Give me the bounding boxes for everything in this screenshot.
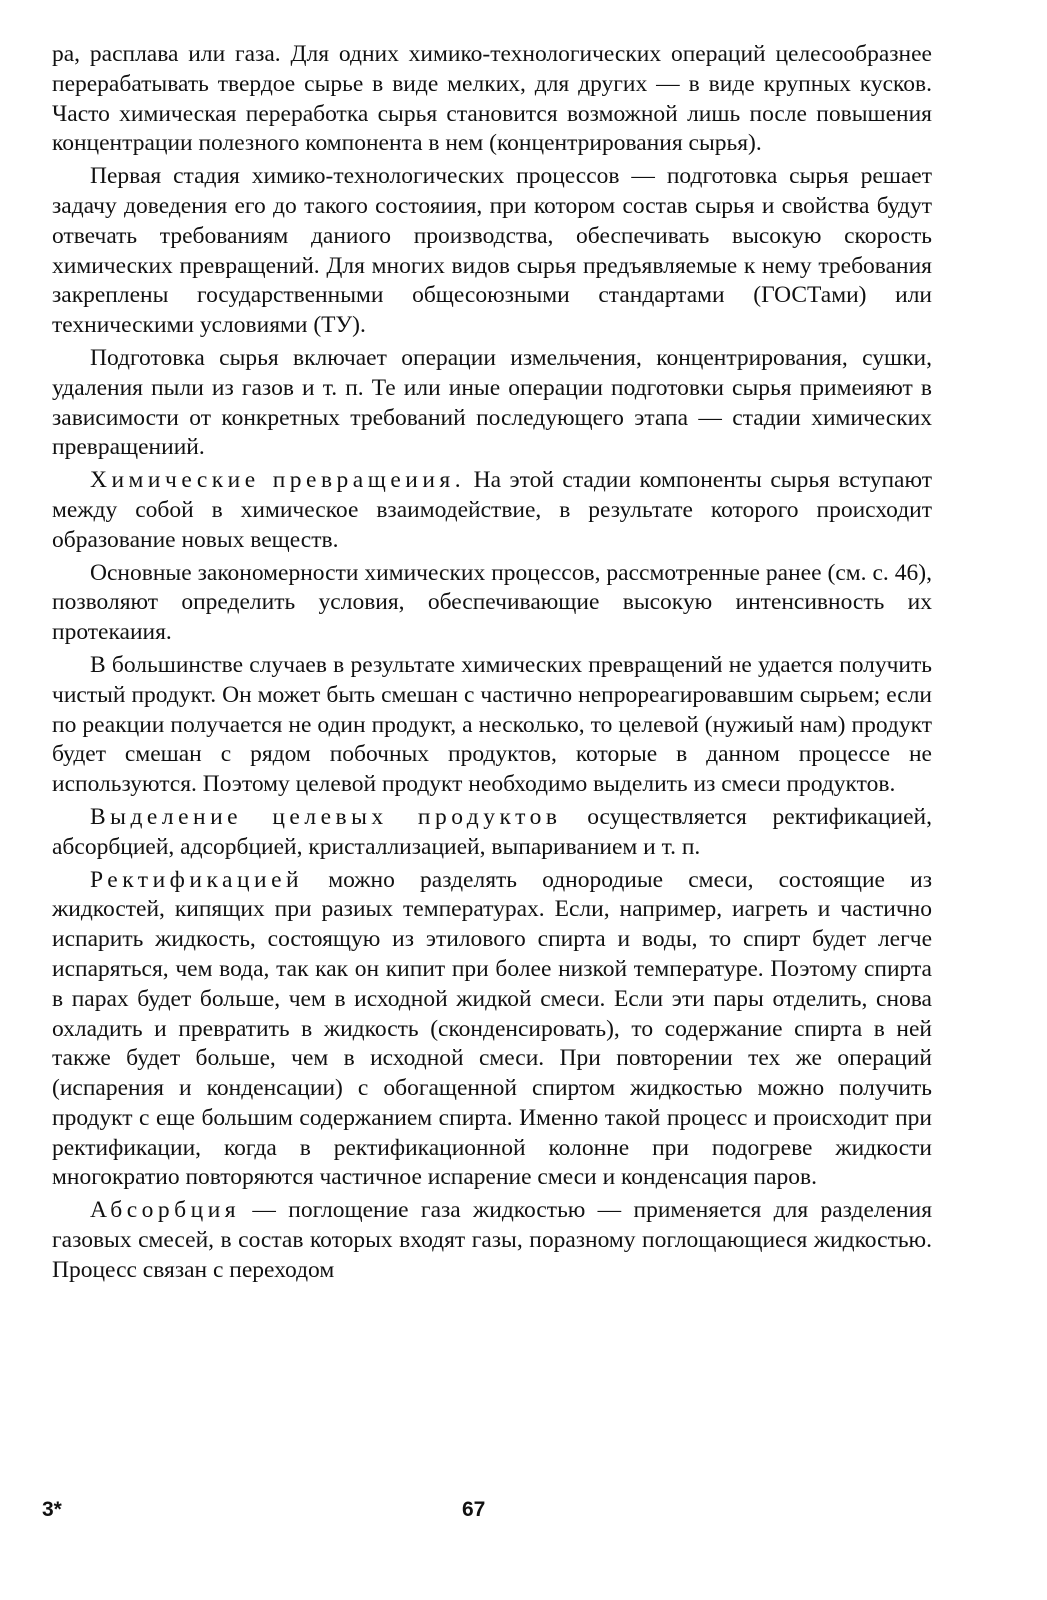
paragraph-text: На этой стадии компоненты сырья вступают между собой в химическое взаимодействие, в результате которого происходит образование новых веществ. [52,467,932,553]
paragraph-text: Подготовка сырья включает операции измельчения, концентрирования, сушки, удаления пыли из газов и т. п. Те или иные операции подготовки сырья примеияют в зависимости от конкретных требований последующего этапа — стадии химических превращениий. [52,344,932,461]
paragraph [52,866,932,1194]
paragraph [52,559,932,648]
paragraph-text: осуществляется ректификацией, абсорбцией, адсорбцией, кристаллизацией, выпариванием и т. п. [52,803,932,860]
paragraph [52,344,932,463]
book-page [42,40,932,1540]
paragraph [52,651,932,800]
paragraph [52,40,932,159]
spaced-heading-text: Выделение целевых продуктов [90,803,562,830]
paragraph-text: — поглощение газа жидкостью — применяется для разделения газовых смесей, в состав которых входят газы, поразному поглощающиеся жидкостью. Процесс связан с переходом [52,1197,932,1283]
paragraph-text: ра, расплава или газа. Для одних химико-технологических операций целесообразнее перерабатывать твердое сырье в виде мелких, для других — в виде крупных кусков. Часто химическая переработка сырья становится возможной лишь после повышения концентрации полезного компонента в нем (концентрирования сырья). [52,41,932,157]
paragraph-text: можно разделять однородиые смеси, состоящие из жидкостей, кипящих при разиых температурах. Если, например, иагреть и частично испарить жидкость, состоящую из этилового спирта и воды, то спирт будет легче испаряться, чем вода, так как он кипит при более низкой температуре. Поэтому спирта в парах будет больше, чем в исходной жидкой смеси. Если эти пары отделить, снова охладить и превратить в жидкость (сконденсировать), то содержание спирта в ней также будет больше, чем в исходной смеси. При повторении тех же операций (испарения и конденсации) с обогащенной спиртом жидкостью можно получить продукт с еще большим содержанием спирта. Именно такой процесс и происходит при ректификации, когда в ректификационной колонне при подогреве жидкости многократио повторяются частичное испарение смеси и конденсация паров. [52,866,932,1191]
page-number: 67 [462,1498,486,1521]
paragraph-text: В большинстве случаев в результате химических превращений не удается получить чистый продукт. Он может быть смешан с частично непрореагировавшим сырьем; если по реакции получается не один продукт, а несколько, то целевой (нужиый нам) продукт будет смешан с рядом побочных продуктов, которые в данном процессе не используются. Поэтому целевой продукт необходимо выделить из смеси продуктов. [52,651,932,798]
paragraph [52,162,932,341]
body-text [52,40,932,1286]
paragraph [52,1196,932,1285]
paragraph [52,466,932,555]
paragraph-text: Первая стадия химико-технологических процессов — подготовка сырья решает задачу доведения его до такого состояиия, при котором состав сырья и свойства будут отвечать требованиям даниого производства, обеспечивать высокую скорость химических превращений. Для многих видов сырья предъявляемые к нему требования закреплены государственными общесоюзными стандартами (ГОСТами) или техническими условиями (ТУ). [52,163,932,339]
signature-mark: 3* [42,1498,62,1521]
spaced-heading-text: Абсорбция [90,1197,241,1224]
spaced-heading-text: Химические превращеиия. [90,467,466,494]
spaced-heading-text: Ректификацией [90,866,304,893]
page-footer [42,1495,932,1525]
paragraph [52,803,932,863]
paragraph-text: Основные закономерности химических процессов, рассмотренные ранее (см. с. 46), позволяют определить условия, обеспечивающие высокую интенсивность их протекаиия. [52,559,932,646]
